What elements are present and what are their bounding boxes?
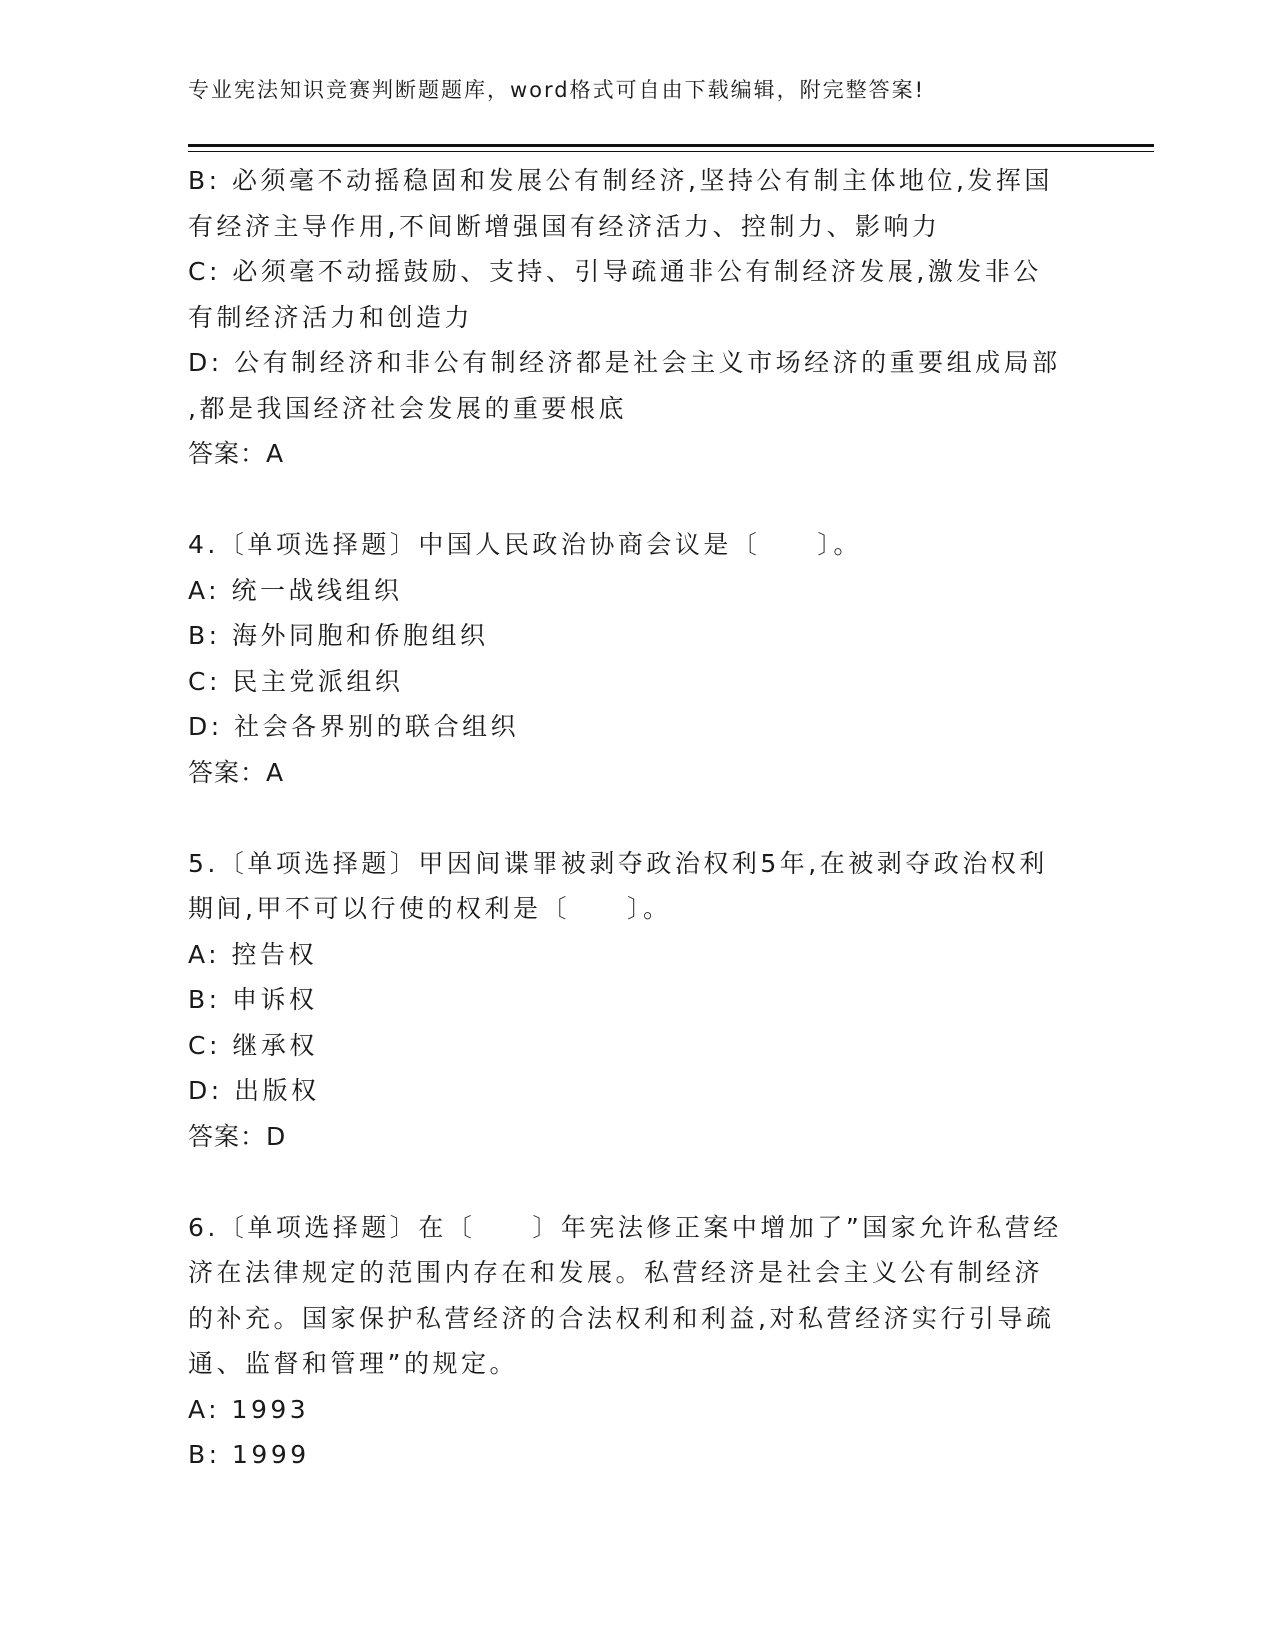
header-rule-thick xyxy=(188,144,1154,147)
option-a: A: 控告权 xyxy=(188,939,318,969)
question-stem-line-2: 济在法律规定的范围内存在和发展。私营经济是社会主义公有制经济 xyxy=(188,1258,1044,1287)
option-c: C: 继承权 xyxy=(188,1030,318,1060)
spacer xyxy=(188,795,1088,841)
option-b-line-2: 有经济主导作用,不间断增强国有经济活力、控制力、影响力 xyxy=(188,211,941,241)
answer-label: 答案：A xyxy=(188,757,285,787)
question-stem-line-1: 5.〔单项选择题〕甲因间谍罪被剥夺政治权利5年,在被剥夺政治权利 xyxy=(188,848,1048,878)
option-a: A: 1993 xyxy=(188,1394,310,1424)
option-a: A: 统一战线组织 xyxy=(188,575,403,605)
option-b: B: 海外同胞和侨胞组织 xyxy=(188,621,489,650)
question-stem: 4.〔单项选择题〕中国人民政治协商会议是〔 〕。 xyxy=(188,530,862,559)
spacer xyxy=(188,477,1088,523)
answer-label: 答案：A xyxy=(188,439,285,468)
option-c: C: 民主党派组织 xyxy=(188,666,404,696)
option-b: B: 1999 xyxy=(188,1440,310,1469)
header-rule-thin xyxy=(188,151,1154,152)
answer-label: 答案：D xyxy=(188,1121,287,1151)
spacer xyxy=(188,1159,1088,1205)
question-stem-line-2: 期间,甲不可以行使的权利是〔 〕。 xyxy=(188,894,672,923)
question-6 xyxy=(188,1205,1088,1478)
question-5 xyxy=(188,841,1088,1160)
question-3-tail xyxy=(188,158,1088,477)
question-stem-line-1: 6.〔单项选择题〕在〔 〕年宪法修正案中增加了”国家允许私营经 xyxy=(188,1212,1062,1242)
option-d: D: 出版权 xyxy=(188,1076,320,1105)
option-d-line-1: D: 公有制经济和非公有制经济都是社会主义市场经济的重要组成局部 xyxy=(188,348,1061,377)
option-c-line-1: C: 必须毫不动摇鼓励、支持、引导疏通非公有制经济发展,激发非公 xyxy=(188,257,1042,286)
option-c-line-2: 有制经济活力和创造力 xyxy=(188,302,474,332)
document-body xyxy=(188,158,1088,1478)
option-d-line-2: ,都是我国经济社会发展的重要根底 xyxy=(188,393,627,423)
question-4 xyxy=(188,522,1088,795)
question-stem-line-4: 通、监督和管理”的规定。 xyxy=(188,1349,518,1378)
option-d: D: 社会各界别的联合组织 xyxy=(188,712,520,741)
page-header-title: 专业宪法知识竞赛判断题题库，word格式可自由下载编辑，附完整答案! xyxy=(188,78,926,102)
option-b: B: 申诉权 xyxy=(188,985,318,1014)
option-b-line-1: B: 必须毫不动摇稳固和发展公有制经济,坚持公有制主体地位,发挥国 xyxy=(188,166,1053,195)
question-stem-line-3: 的补充。国家保护私营经济的合法权利和利益,对私营经济实行引导疏 xyxy=(188,1303,1055,1333)
